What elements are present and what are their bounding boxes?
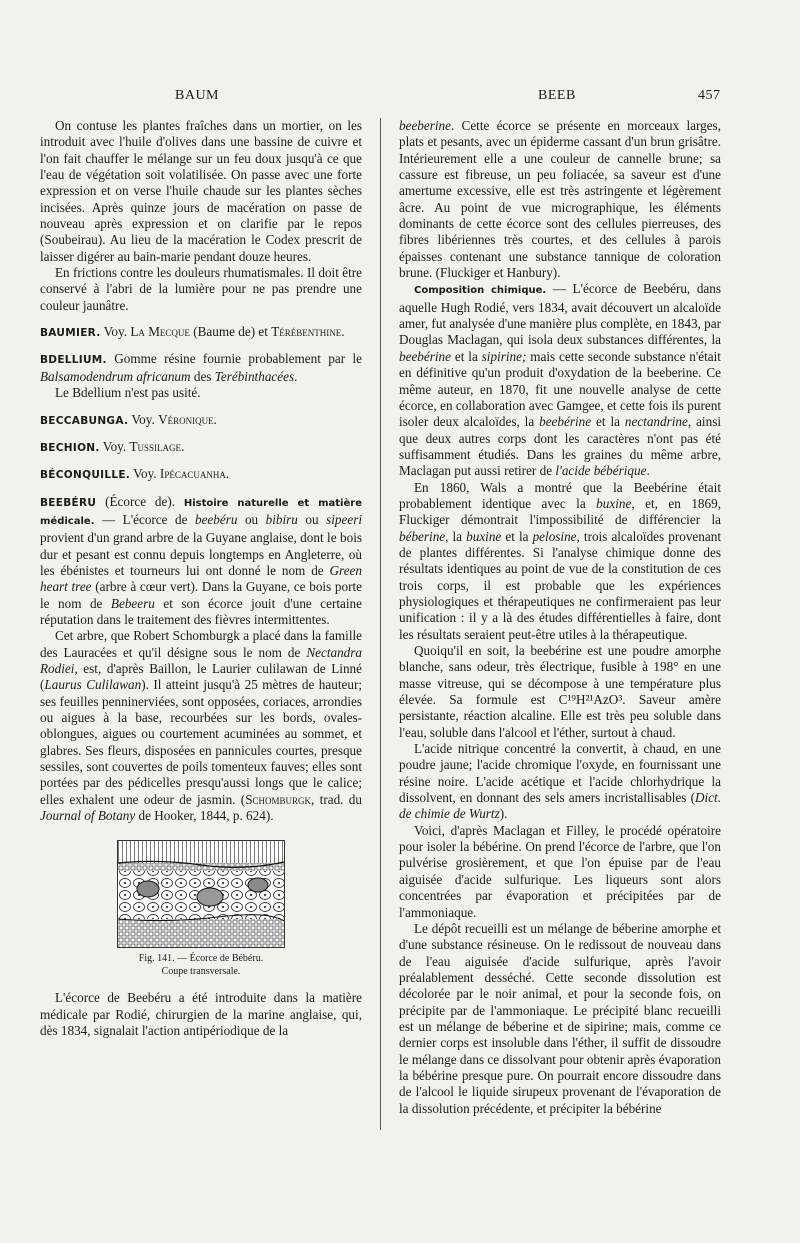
left-column bbox=[40, 118, 362, 1039]
entry-text: . bbox=[294, 368, 298, 384]
entry-text: . bbox=[213, 411, 217, 427]
paragraph: L'écorce de Beebéru a été introduite dans la matière médicale par Rodié, chirurgien de la marine anglaise, qui, dès 1834, signalait l'action antipériodique de la bbox=[40, 990, 362, 1039]
bark-cross-section-illustration bbox=[118, 841, 284, 947]
entry-text: de Hooker, 1844, p. 624). bbox=[135, 808, 274, 824]
italic-term: pelosine bbox=[532, 528, 577, 544]
italic-term: Laurus Culilawan bbox=[44, 677, 142, 693]
entry-text: (Écorce de). bbox=[96, 493, 184, 509]
running-head-right: BEEB bbox=[538, 88, 576, 103]
entry-text: et son écorce jouit d'une certaine réputation dans le traitement des fièvres intermittentes. bbox=[40, 595, 362, 627]
paragraph bbox=[399, 480, 721, 643]
page-number: 457 bbox=[698, 88, 721, 103]
subheading: Composition chimique. bbox=[414, 285, 547, 297]
italic-term: l'acide bébérique bbox=[555, 463, 647, 479]
column-divider bbox=[380, 118, 381, 1130]
italic-term: bibiru bbox=[265, 511, 298, 527]
entry-text: En 1860, Wals a montré que la Beebérine était probablement identique avec la bbox=[399, 479, 721, 511]
entry-text: — L'écorce de bbox=[94, 511, 195, 527]
italic-term: Nectandra Rodiei bbox=[40, 644, 362, 676]
italic-term: beeberine bbox=[399, 118, 451, 133]
running-head-left: BAUM bbox=[175, 88, 220, 103]
paragraph bbox=[399, 118, 721, 281]
entry-text: Cet arbre, que Robert Schomburgk a placé dans la famille des Lauracées et qu'il désigne sous le nom de bbox=[40, 628, 362, 660]
paragraph bbox=[40, 628, 362, 824]
headword: BECCABUNGA. bbox=[40, 414, 129, 427]
entry-text: — L'écorce de Beebéru, dans aquelle Hugh Rodié, vers 1834, avait découvert un alcaloïde amer, fut analysée d'une manière plus complète, en 1843, par Douglas Maclagan, qui isola deux substances différentes, la bbox=[399, 281, 721, 348]
italic-term: Dict. de chimie de Wurtz bbox=[399, 790, 721, 822]
entry-baumier bbox=[40, 324, 362, 341]
figure-caption-subtitle: Coupe transversale. bbox=[161, 966, 241, 978]
italic-term: beebérine bbox=[399, 348, 451, 364]
headword: BECHION. bbox=[40, 441, 100, 454]
entry-text: , et, en 1869, Fluckiger démontrait l'impossibilité de différencier la bbox=[399, 495, 721, 528]
paragraph: Voici, d'après Maclagan et Filley, le procédé opératoire pour isoler la bébérine. On prend l'écorce de l'arbre, que l'on pulvérise grosièrement, et que l'on épuise par de l'eau aiguisée d'acide sulfurique. Les liqueurs sont alors concentrées par évaporation et précipitées par de l'ammoniaque. bbox=[399, 822, 721, 920]
italic-term: nectandrine bbox=[624, 414, 688, 430]
entry-text: . bbox=[646, 463, 650, 479]
entry-beconquille bbox=[40, 466, 362, 483]
entry-text: Voy. bbox=[99, 438, 130, 454]
entry-text: . Cette écorce se présente en morceaux larges, plats et pesants, avec un épiderme cassant d'un brun grisâtre. Intérieurement elle a une couleur de cannelle brune; sa cassure est fibreuse, un peu foliacée, sa saveur est d'une amertume excessive, elle est très astringente et légèrement âcre. Au point de vue micrographique, les éléments dominants de cette écorce sont des cellules pierreuses, des fibres libériennes très courtes, et des cellules à parois épaisses contenant une substance tannique de coloration brune. (Fluckiger et Hanbury). bbox=[399, 118, 721, 281]
paragraph: On contuse les plantes fraîches dans un mortier, on les introduit avec l'huile d'olives dans une bassine de cuivre et l'on fait chauffer le mélange sur un feu doux jusqu'à ce que l'eau de végétation soit volatilisée. On passe avec une forte expression et on verse l'huile chaude sur les plantes sèches incisées. Après quinze jours de macération on passe de nouveau après expression et on clarifie par le repos (Soubeirau). Au lieu de la macération le Codex prescrit de laisser digérer au bain-marie pendant douze heures. bbox=[40, 118, 362, 264]
entry-text: Gomme résine fournie probablement par le bbox=[106, 351, 362, 367]
headword: BDELLIUM. bbox=[40, 354, 107, 367]
headword: BÉCONQUILLE. bbox=[40, 469, 131, 482]
paragraph: En frictions contre les douleurs rhumatismales. Il doit être conservé à l'abri de la lumière pour ne pas prendre une couleur jaunâtre. bbox=[40, 265, 362, 313]
paragraph: Le dépôt recueilli est un mélange de béberine amorphe et d'une substance résineuse. On le redissout de nouveau dans de l'eau aiguisée d'acide sulfurique, après l'avoir préalablement desséché. Cette seconde dissolution est décolorée par le noir animal, et pour la seconde fois, on précipite par de l'ammoniaque. Le précipité blanc recueilli est un mélange de béberine et de sipirine; mais, comme ce dernier corps est insoluble dans l'éther, il suffit de dissoudre le mélange dans ce dissolvant pour obtenir après évaporation la bébérine presque pure. On pourrait encore dissoudre dans de l'alcool le liquide sirupeux provenant de l'évaporation de la dissolution précédente, et précipiter la bébérine bbox=[399, 920, 721, 1116]
chemical-formula: C¹⁹H²¹AzO³ bbox=[558, 692, 623, 708]
cross-reference: Ipécacuanha bbox=[159, 466, 226, 482]
entry-text: , trad. du bbox=[311, 791, 362, 807]
italic-term: buxine bbox=[596, 495, 632, 511]
italic-term: Terébinthacées bbox=[214, 368, 295, 384]
entry-text: L'acide nitrique concentré la convertit, à chaud, en une poudre jaune; l'acide chromique l'oxyde, en fournissant une résine noire. L'acide acétique et l'acide chlorhydrique la dissolvent, en donnant des sels amers incristallisables ( bbox=[399, 741, 721, 806]
entry-text: , ainsi que deux autres corps dont les caractères n'ont pas été suffisamment étudiés. Dans les graines du même arbre, Maclagan put aussi retirer de bbox=[399, 414, 721, 479]
figure-caption-title: Fig. 141. — Écorce de Bébéru. bbox=[138, 953, 264, 965]
subheading: Histoire naturelle et matière médicale. bbox=[40, 497, 362, 527]
entry-text: Voy. bbox=[128, 411, 159, 427]
cross-reference: Térébenthine bbox=[271, 324, 342, 340]
entry-text: et la bbox=[501, 528, 533, 544]
entry-text: des bbox=[190, 368, 215, 384]
entry-text: et la bbox=[451, 348, 482, 364]
author-name: Schomburgk bbox=[245, 791, 312, 807]
bark-cross-section-figure bbox=[117, 840, 285, 948]
italic-term: beebérine bbox=[539, 414, 592, 430]
entry-text: (arbre à cœur vert). Dans la Guyane, ce bois porte le nom de bbox=[40, 579, 362, 611]
headword: BEEBÉRU bbox=[40, 496, 97, 509]
headword: BAUMIER. bbox=[40, 327, 101, 340]
entry-text: , la bbox=[445, 528, 467, 544]
entry-beccabunga bbox=[40, 412, 362, 429]
entry-text: Quoiqu'il en soit, la beebérine est une poudre amorphe blanche, sans odeur, très électrique, fusible à 198° en une masse vitreuse, qui se décompose à une température plus élevée. Sa formule est bbox=[399, 643, 721, 708]
entry-text: et la bbox=[591, 414, 625, 430]
entry-beeberu bbox=[40, 494, 362, 629]
entry-text: Voy. bbox=[100, 324, 131, 340]
paragraph bbox=[399, 281, 721, 479]
paragraph bbox=[399, 643, 721, 741]
cross-reference: Véronique bbox=[158, 411, 214, 427]
italic-term: Balsamodendrum africanum bbox=[40, 368, 191, 384]
figure-caption bbox=[40, 952, 362, 978]
right-column bbox=[399, 118, 721, 1117]
italic-term: sipeeri bbox=[326, 511, 363, 527]
entry-text: provient d'un grand arbre de la Guyane anglaise, dont le bois dur et pesant est connu depuis longtemps en Angleterre, où les ébénistes et tourneurs lui ont donné le nom de bbox=[40, 530, 362, 578]
entry-text: , est, d'après Baillon, le Laurier culilawan de Linné ( bbox=[40, 660, 362, 693]
entry-text: Voy. bbox=[130, 466, 160, 482]
cross-reference: La Mecque bbox=[130, 324, 190, 340]
entry-text: ou bbox=[297, 511, 327, 527]
paragraph: Le Bdellium n'est pas usité. bbox=[55, 385, 201, 401]
entry-text: . bbox=[225, 466, 230, 482]
italic-term: Bebeeru bbox=[110, 595, 155, 611]
entry-text: mais cette seconde substance n'était en définitive qu'un produit d'oxydation de la beeberine. Ce même auteur, en 1870, fit une nouvelle analyse de cette écorce, en collaboration avec Gamgee, et cette fois ils purent isoler deux alcaloïdes, la bbox=[399, 348, 721, 430]
italic-term: buxine bbox=[466, 528, 502, 544]
entry-text: ). bbox=[499, 806, 508, 822]
paragraph bbox=[399, 741, 721, 823]
cross-reference: Tussilage bbox=[129, 438, 182, 454]
entry-text: (Baume de) et bbox=[189, 324, 272, 340]
entry-text: . Saveur amère persistante, réaction alcaline. Elle est très peu soluble dans l'eau, soluble dans l'alcool et l'éther, surtout à chaud. bbox=[399, 692, 721, 740]
italic-term: beebéru bbox=[194, 511, 238, 527]
italic-term: béberine bbox=[399, 528, 446, 544]
entry-bdellium bbox=[40, 351, 362, 385]
entry-bechion bbox=[40, 439, 362, 456]
entry-text: , trois alcaloïdes provenant de plantes différentes. Si l'analyse chimique donne des résultats identiques au point de vue de la constitution de ces trois corps, il est probable que les expériences physiologiques et thérapeutiques ne confirmeraient pas leur unification : il y a là des études différentielles à faire, dont les résultats seraient peut-être utiles à la thérapeutique. bbox=[399, 528, 721, 642]
entry-text: . bbox=[181, 438, 185, 454]
entry-text: ). Il atteint jusqu'à 25 mètres de hauteur; ses feuilles penninerviées, sont opposées, coriaces, arrondies ou aigues à la base, recourbées sur les bords, ovales-oblongues, aigues ou courtement acuminées au sommet, et glabres. Ses fleurs, disposées en pannicules courtes, presque sessiles, sont couvertes de poils tomenteux fauves; elles sont portées par des pédicelles presqu'aussi longs que le calice; elles exhalent une odeur de jasmin. ( bbox=[40, 677, 362, 807]
italic-term: Journal of Botany bbox=[40, 808, 136, 824]
entry-text: . bbox=[341, 324, 345, 340]
italic-term: sipirine; bbox=[481, 348, 527, 364]
italic-term: Green heart tree bbox=[40, 562, 362, 595]
entry-text: ou bbox=[237, 511, 266, 527]
